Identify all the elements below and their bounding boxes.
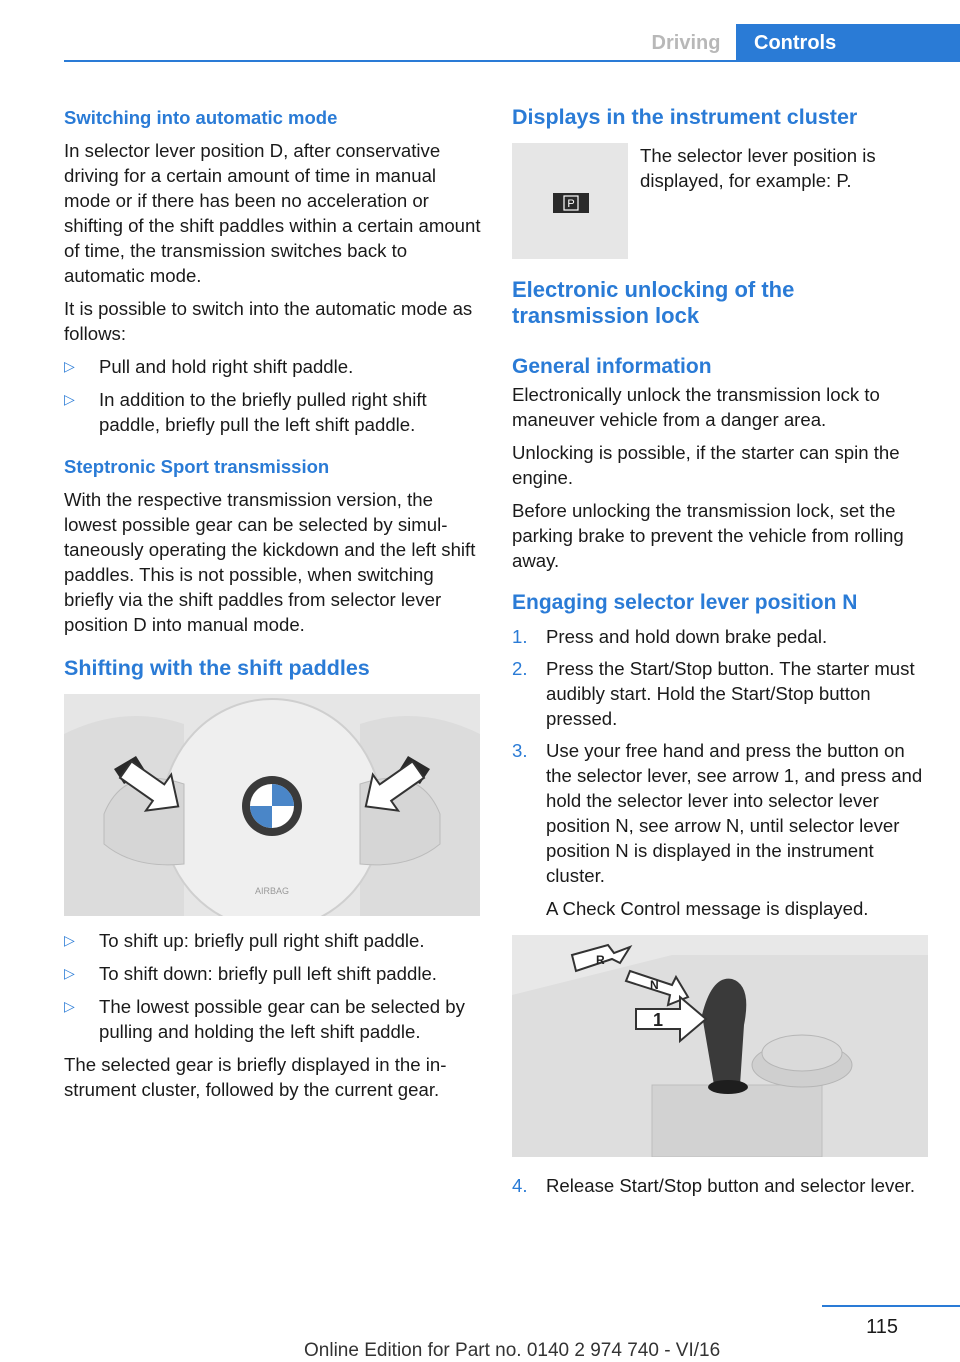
footer-rule (822, 1305, 960, 1307)
triangle-bullet-icon: ▷ (64, 998, 75, 1014)
selector-lever-illustration (512, 935, 928, 1157)
list-item: ▷ In addition to the briefly pulled right shift paddle, briefly pull the left shift paddle. (64, 389, 427, 435)
heading-engaging-n: Engaging selector lever position N (512, 591, 858, 614)
left-column (64, 100, 482, 1110)
switching-list (64, 354, 482, 437)
paddle-list (64, 928, 482, 1044)
step3-note: A Check Control message is displayed. (546, 898, 869, 919)
list-item: ▷ Pull and hold right shift paddle. (64, 356, 354, 377)
list-item: ▷ To shift up: briefly pull right shift paddle. (64, 930, 425, 951)
heading-electronic-unlocking: Electronic unlocking of the transmission lock (512, 277, 795, 328)
paragraph-displays: The selector lever position is displayed, for example: P. (640, 145, 876, 191)
heading-steptronic: Steptronic Sport transmission (64, 456, 330, 477)
triangle-bullet-icon: ▷ (64, 932, 75, 948)
list-item: ▷ To shift down: briefly pull left shift paddle. (64, 963, 437, 984)
paragraph-switching-2: It is possible to switch into the automatic mode as follows: (64, 298, 473, 344)
display-letter: P (567, 198, 575, 210)
cluster-display-illustration (512, 143, 628, 259)
heading-general-information: General information (512, 355, 712, 378)
arrow-n-label: N (650, 978, 659, 992)
steering-wheel-illustration (64, 694, 480, 916)
steps-list-continued (512, 1173, 932, 1198)
tab-driving[interactable]: Driving (651, 32, 721, 54)
tab-controls[interactable]: Controls (736, 24, 960, 62)
heading-displays: Displays in the instrument cluster (512, 105, 858, 129)
list-item: 3. Use your free hand and press the button on the selector lever, see arrow 1, and press and hold the selector lever into selector lever position N, see arrow N, until selector lever position N is displayed in the instrument cluster. A Check Control message is displayed. (512, 738, 932, 921)
triangle-bullet-icon: ▷ (64, 391, 75, 407)
display-block (512, 143, 932, 259)
page-number: 115 (866, 1316, 898, 1338)
triangle-bullet-icon: ▷ (64, 965, 75, 981)
paragraph-selected-gear: The selected gear is briefly displayed in the instrument cluster, followed by the current gear. (64, 1054, 447, 1100)
steering-wheel-figure (64, 694, 480, 916)
header-rule (64, 60, 960, 62)
steps-list (512, 624, 932, 921)
cluster-display-figure (512, 143, 628, 259)
paragraph-general-3: Before unlocking the transmission lock, set the parking brake to prevent the vehicle from rolling away. (512, 500, 904, 571)
paragraph-general-1: Electronically unlock the transmission lock to maneuver vehicle from a danger area. (512, 384, 880, 430)
arrow-1-label: 1 (652, 1010, 664, 1030)
heading-shift-paddles: Shifting with the shift paddles (64, 656, 370, 680)
selector-lever-figure (512, 935, 928, 1157)
footer-edition: Online Edition for Part no. 0140 2 974 740 - VI/16 (304, 1340, 721, 1361)
list-item: 4. Release Start/Stop button and selector lever. (512, 1175, 915, 1196)
paragraph-switching-1: In selector lever position D, after conservative driving for a certain amount of time in manual mode or if there has been no acceleration or shifting of the shift paddles within a certain amount of time, the transmission switches back to automatic mode. (64, 140, 481, 286)
list-item: 2. Press the Start/Stop button. The starter must audibly start. Hold the Start/Stop button pressed. (512, 658, 915, 729)
paragraph-steptronic: With the respective transmission version, the lowest possible gear can be selected by simultaneously operating the kickdown and the left shift paddles. This is not possible, when switching briefly via the shift paddles from selector lever position D into manual mode. (64, 489, 476, 635)
heading-switching-automatic: Switching into automatic mode (64, 107, 338, 128)
list-item: 1. Press and hold down brake pedal. (512, 626, 828, 647)
arrow-r-label: R (596, 953, 605, 967)
airbag-label: AIRBAG (254, 886, 290, 896)
triangle-bullet-icon: ▷ (64, 358, 75, 374)
right-column (512, 100, 932, 1205)
paragraph-general-2: Unlocking is possible, if the starter can spin the engine. (512, 442, 900, 488)
list-item: ▷ The lowest possible gear can be selected by pulling and holding the left shift paddle. (64, 996, 465, 1042)
